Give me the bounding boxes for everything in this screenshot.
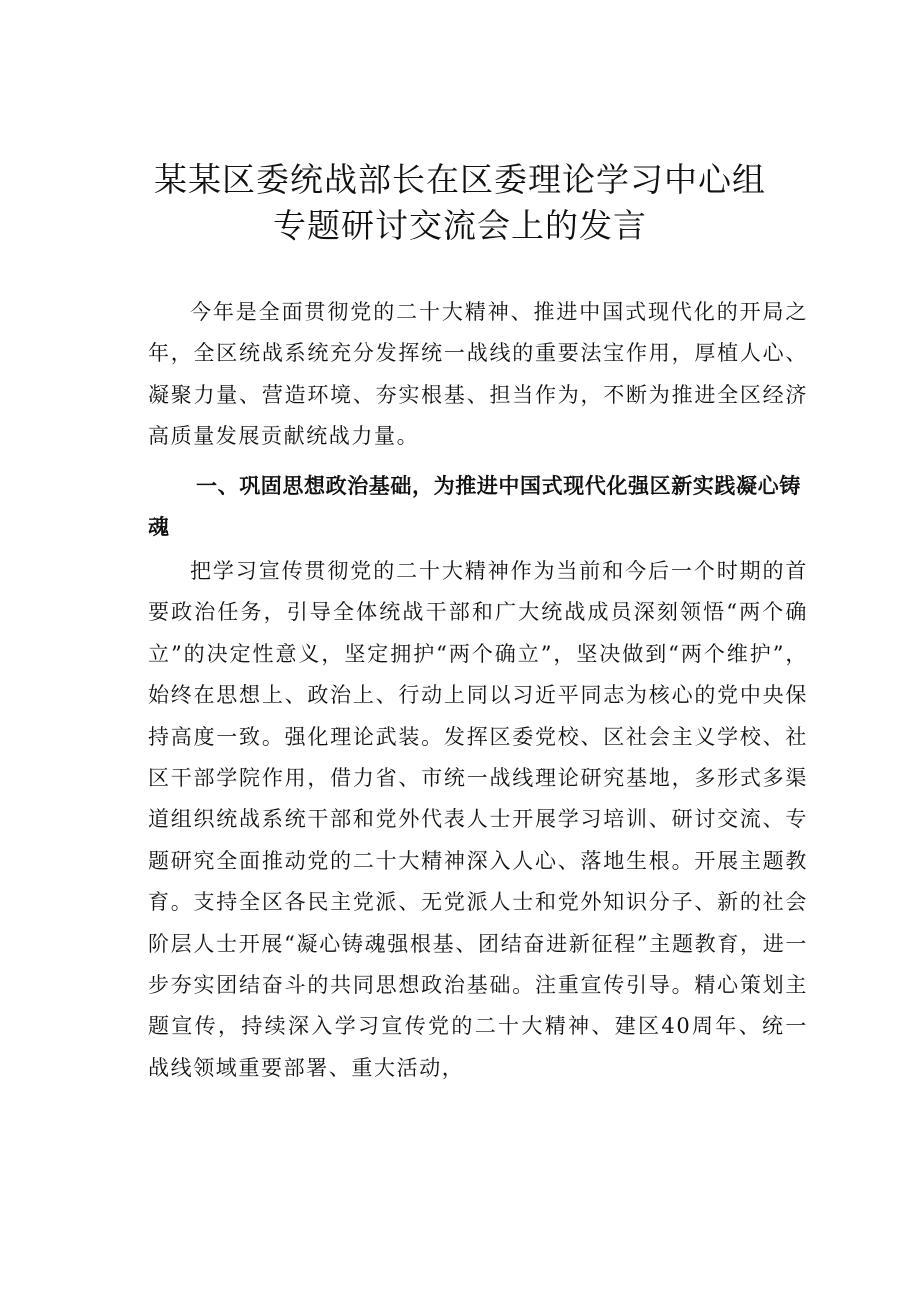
document-title-line-2: 专题研讨交流会上的发言 [273,206,647,245]
document-title-line-1: 某某区委统战部长在区委理论学习中心组 [154,160,766,199]
section-heading-1: 一、巩固思想政治基础，为推进中国式现代化强区新实践凝心铸魂 [148,474,801,539]
paragraph-intro: 今年是全面贯彻党的二十大精神、推进中国式现代化的开局之年，全区统战系统充分发挥统一战线的重要法宝作用，厚植人心、凝聚力量、营造环境、夯实根基、担当作为，不断为推进全区经济高质量发展贡献统战力量。 [148,300,808,449]
paragraph-section-1: 把学习宣传贯彻党的二十大精神作为当前和今后一个时期的首要政治任务，引导全体统战干部和广大统战成员深刻领悟“两个确立”的决定性意义，坚定拥护“两个确立”，坚决做到“两个维护”，始终在思想上、政治上、行动上同以习近平同志为核心的党中央保持高度一致。强化理论武装。发挥区委党校、区社会主义学校、社区干部学院作用，借力省、市统一战线理论研究基地，多形式多渠道组织统战系统干部和党外代表人士开展学习培训、研讨交流、专题研究全面推动党的二十大精神深入人心、落地生根。开展主题教育。支持全区各民主党派、无党派人士和党外知识分子、新的社会阶层人士开展“凝心铸魂强根基、团结奋进新征程”主题教育，进一步夯实团结奋斗的共同思想政治基础。注重宣传引导。精心策划主题宣传，持续深入学习宣传党的二十大精神、建区40周年、统一战线领域重要部署、重大活动， [148,559,808,1080]
